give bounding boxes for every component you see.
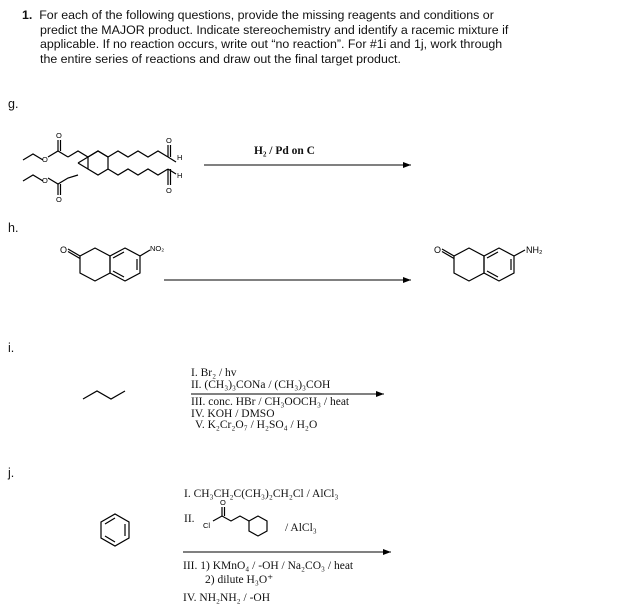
i-step-4: IV. KOH / DMSO [191, 407, 275, 420]
j-acyl-chloride-molecule [213, 507, 267, 536]
part-g-label: g. [8, 97, 19, 111]
g-atom-o2: O [56, 131, 62, 140]
i-step-2: II. (CH₃)₃CONa / (CH₃)₃COH [191, 378, 331, 391]
h-product-molecule [442, 248, 525, 281]
g-atom-h1: H [177, 153, 183, 162]
i-step-1: I. Br₂ / hv [191, 367, 237, 379]
j-step-2-label: II. [184, 513, 195, 525]
g-atom-o3: O [42, 176, 48, 185]
part-h-label: h. [8, 221, 19, 235]
g-atom-h2: H [177, 171, 183, 180]
h-reactant-oxygen: O [60, 245, 68, 255]
j-step-3a: III. 1) KMnO₄ / -OH / Na₂CO₃ / heat [183, 560, 354, 572]
i-step-5: V. K₂Cr₂O₇ / H₂SO₄ / H₂O [195, 419, 318, 431]
g-atom-o1: O [42, 155, 48, 164]
part-j-label: j. [8, 466, 15, 480]
h-product-oxygen: O [434, 245, 442, 255]
question-line-4: the entire series of reactions and draw out the final target product. [40, 51, 401, 66]
g-atom-o6: O [166, 186, 172, 195]
j-step-3b: 2) dilute H₃O⁺ [205, 574, 274, 586]
j-benzene-molecule [101, 514, 129, 546]
question-number: 1. [22, 8, 33, 22]
g-atom-o5: O [166, 136, 172, 145]
question-line-2: predict the MAJOR product. Indicate stereochemistry and identify a racemic mixture if [40, 22, 509, 37]
g-atom-labels [42, 131, 182, 204]
question-line-1: 1. For each of the following questions, provide the missing reagents and conditions or [22, 8, 494, 22]
j-step-4: IV. NH₂NH₂ / -OH [183, 592, 271, 604]
i-butane-molecule [83, 391, 125, 399]
j-acyl-chlorine: Cl [203, 521, 211, 530]
j-step-1: I. CH₃CH₂C(CH₃)₂CH₂Cl / AlCl₃ [184, 488, 339, 500]
j-step-2-suffix: / AlCl₃ [285, 522, 317, 534]
g-reactant-molecule [23, 140, 176, 195]
h-reactant-molecule [68, 248, 150, 281]
g-reagent: H₂ / Pd on C [254, 145, 315, 157]
amino-group: NH₂ [526, 245, 543, 255]
g-atom-o4: O [56, 195, 62, 204]
i-step-3: III. conc. HBr / CH₃OOCH₃ / heat [191, 396, 350, 408]
question-line-3: applicable. If no reaction occurs, write out “no reaction”. For #1i and 1j, work through [40, 37, 503, 52]
nitro-group: NO₂ [150, 244, 165, 253]
j-acyl-oxygen: O [220, 498, 226, 507]
part-i-label: i. [8, 341, 15, 355]
